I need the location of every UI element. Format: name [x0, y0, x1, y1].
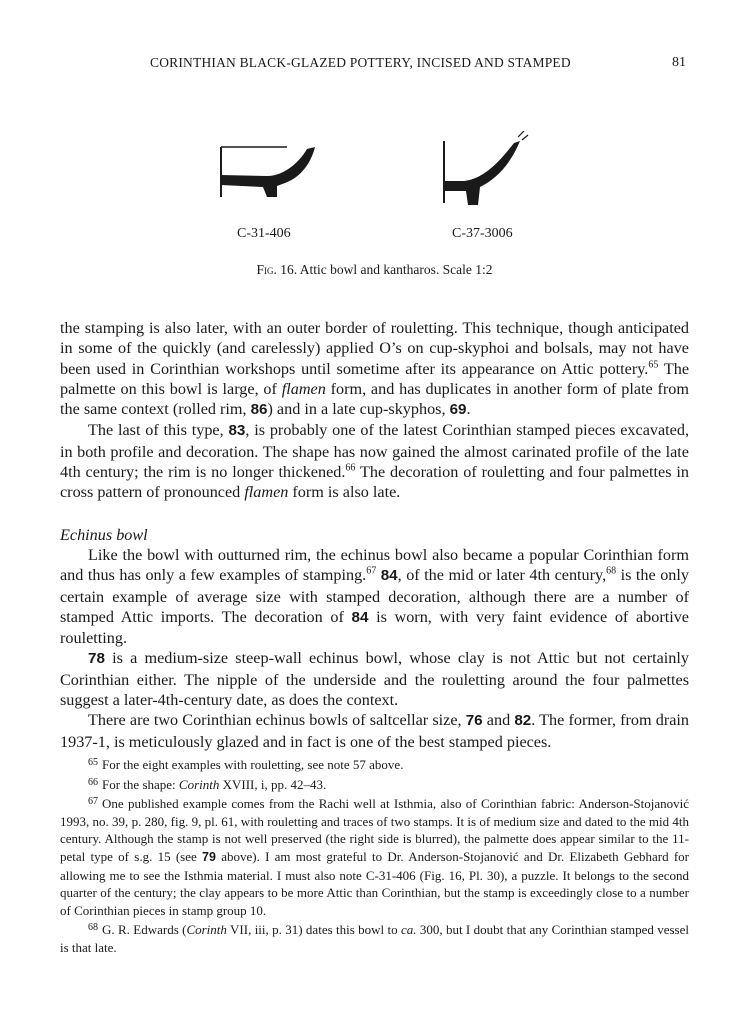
figure-caption: [0, 262, 749, 278]
italic-term: ca.: [400, 922, 417, 938]
footnote-ref: 67: [366, 565, 377, 577]
catalogue-number: 69: [449, 401, 467, 419]
text-span: The last of this type,: [88, 421, 229, 440]
text-span: The palmette on this bowl is large, of: [60, 359, 690, 398]
footnote-65: [60, 754, 689, 774]
text-span: , is probably one of the latest Corinthian stamped pieces excavated, in both profile and decoration. The shape has now gained the almost carinated profile of the late 4th century; the rim is no longer thickened.: [60, 421, 689, 482]
caption-text: Attic bowl and kantharos. Scale 1:2: [299, 262, 493, 277]
paragraph-2: [60, 420, 689, 502]
text-span: The decoration of rouletting and four palmettes in cross pattern of pronounced: [60, 463, 689, 502]
text-span: is the only certain example of average size with stamped decoration, although there are a number of stamped Attic imports. The decoration of: [60, 566, 689, 626]
catalogue-number: 83: [228, 422, 246, 440]
text-span: For the shape:: [102, 776, 179, 792]
italic-term: Corinth: [178, 776, 220, 792]
footnote-66: [60, 774, 689, 794]
text-span: G. R. Edwards (: [102, 922, 187, 938]
text-span: XVIII, i, pp. 42–43.: [219, 776, 327, 792]
text-span: Like the bowl with outturned rim, the echinus bowl also became a popular Corinthian form and thus has only a few examples of stamping.: [60, 545, 689, 585]
body-text: [60, 318, 689, 752]
running-head: CORINTHIAN BLACK-GLAZED POTTERY, INCISED AND STAMPED: [150, 55, 571, 70]
text-span: . The former, from drain 1937-1, is meticulously glazed and in fact is one of the best stamped pieces.: [60, 711, 689, 751]
italic-term: flamen: [244, 483, 289, 502]
text-span: One published example comes from the Rachi well at Isthmia, also of Corinthian fabric: Anderson-Stojanović 1993, no. 39, p. 280, fig. 9, pl. 61, with rouletting and traces of two stamps. It is of medium size and dated to the mid 4th century. Although the stamp is not well preserved (the right side is blurred), the palmette does appear similar to the 11-petal type of s.g. 15 (see: [60, 796, 689, 864]
text-span: is a medium-size steep-wall echinus bowl, whose clay is not Attic but not certainly Corinthian either. The nipple of the underside and the rouletting around the four palmettes suggest a later-4th-century date, as does the context.: [60, 649, 689, 710]
figure-16: [0, 125, 749, 285]
figure-label-right: C-37-3006: [452, 226, 513, 241]
text-span: form is also late.: [288, 483, 401, 502]
italic-term: Corinth: [186, 922, 227, 938]
catalogue-number: 84: [380, 567, 398, 585]
text-span: is worn, with very faint evidence of abortive rouletting.: [60, 607, 689, 648]
caption-prefix: Fig. 16.: [256, 262, 298, 277]
footnote-67: [60, 793, 689, 919]
footnote-number: 65: [88, 757, 98, 768]
footnote-number: 67: [88, 796, 98, 808]
footnote-ref: 66: [345, 462, 356, 474]
catalogue-number: 78: [88, 650, 105, 668]
text-span: VII, iii, p. 31) dates this bowl to: [226, 922, 401, 938]
section-heading: Echinus bowl: [60, 525, 148, 544]
catalogue-number: 86: [250, 401, 268, 419]
text-span: the stamping is also later, with an outer border of rouletting. This technique, though anticipated in some of the quickly (and carelessly) applied O’s on cup-skyphoi and bolsals, may not have been used in Corinthian workshops until sometime after its appearance on Attic pottery.: [60, 319, 689, 378]
text-span: .: [466, 400, 471, 419]
figure-label-left: C-31-406: [237, 226, 291, 241]
text-span: above). I am most grateful to Dr. Anderson-Stojanović and Dr. Elizabeth Gebhard for allowing me to see the Isthmia material. I must also note C-31-406 (Fig. 16, Pl. 30), a puzzle. It belongs to the second quarter of the century; the clay appears to be more Attic than Corinthian, but the stamp is exceedingly close to a number of Corinthian pieces in stamp group 10.: [60, 848, 689, 918]
text-span: ) and in a late cup-skyphos,: [267, 400, 450, 419]
catalogue-number: 76: [465, 712, 483, 730]
text-span: form, and has duplicates in another form of plate from the same context (rolled rim,: [60, 379, 689, 419]
italic-term: flamen: [281, 379, 326, 398]
footnote-number: 66: [88, 776, 98, 788]
catalogue-number: 79: [202, 849, 216, 864]
bowl-profile-drawing: [215, 139, 325, 209]
catalogue-number: 82: [514, 712, 532, 730]
catalogue-number: 84: [351, 608, 369, 626]
text-span: 300, but I doubt that any Corinthian stamped vessel is that late.: [60, 922, 689, 955]
text-span: and: [482, 711, 515, 730]
footnote-ref: 65: [648, 359, 659, 371]
footnote-68: [60, 919, 689, 956]
paragraph-4: [60, 648, 689, 710]
text-span: There are two Corinthian echinus bowls of saltcellar size,: [88, 711, 466, 730]
text-span: For the eight examples with rouletting, see note 57 above.: [102, 757, 404, 772]
footnote-ref: 68: [606, 565, 617, 577]
footnotes: [60, 754, 689, 957]
footnote-number: 68: [88, 922, 98, 934]
kantharos-profile-drawing: [438, 131, 538, 215]
paragraph-5: [60, 710, 689, 752]
paragraph-1: [60, 318, 689, 420]
page-number: 81: [672, 55, 686, 70]
paragraph-3: [60, 545, 689, 648]
text-span: , of the mid or later 4th century,: [397, 566, 607, 585]
